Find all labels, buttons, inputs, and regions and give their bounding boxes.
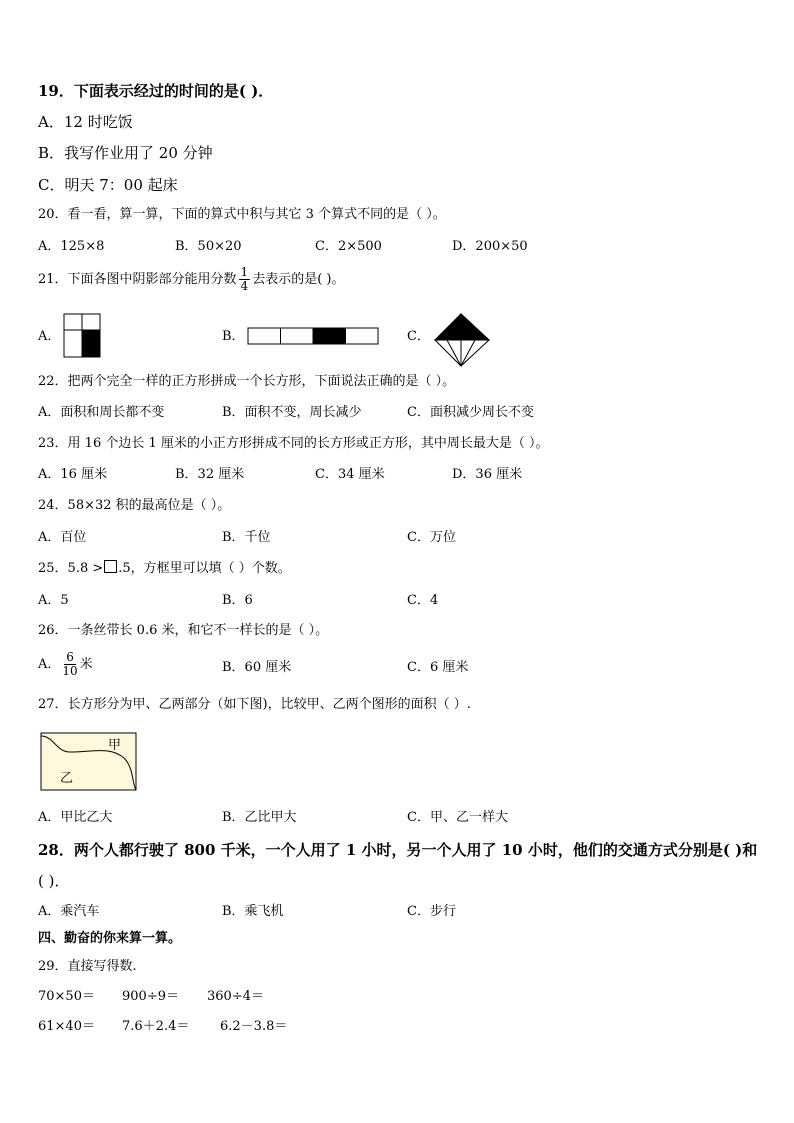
q25-stem-pre: 25．5.8 > bbox=[38, 561, 104, 576]
q21-figure-c bbox=[433, 312, 493, 367]
q19-option-a: A．12 时吃饭 bbox=[38, 113, 133, 131]
q21-stem-pre: 21．下面各图中阴影部分能用分数 bbox=[38, 272, 237, 287]
q27-label-jia: 甲 bbox=[108, 738, 122, 753]
blank-box-icon bbox=[104, 560, 117, 573]
q22-option-c: C．面积减少周长不变 bbox=[407, 405, 534, 420]
q27-stem: 27．长方形分为甲、乙两部分（如下图)，比较甲、乙两个图形的面积（ ）. bbox=[38, 697, 471, 712]
q21-fraction bbox=[239, 266, 251, 293]
q29-stem: 29．直接写得数. bbox=[38, 959, 137, 974]
q20-option-b: B．50×20 bbox=[175, 239, 242, 254]
q20-stem: 20．看一看，算一算，下面的算式中积与其它 3 个算式不同的是（ ）。 bbox=[38, 207, 446, 222]
q26-option-c: C．6 厘米 bbox=[407, 660, 469, 675]
section-heading: 四、勤奋的你来算一算。 bbox=[38, 931, 182, 946]
q26-option-a-label: A． bbox=[38, 657, 61, 672]
q25-option-a: A．5 bbox=[38, 593, 69, 608]
q29-r2-item: 61×40＝ bbox=[38, 1019, 95, 1034]
q23-stem: 23．用 16 个边长 1 厘米的小正方形拼成不同的长方形或正方形，其中周长最大是（ ）。 bbox=[38, 436, 549, 451]
q24-option-b: B．千位 bbox=[222, 530, 271, 545]
q28-option-b: B．乘飞机 bbox=[222, 904, 284, 919]
q26-stem: 26．一条丝带长 0.6 米，和它不一样长的是（ ）。 bbox=[38, 623, 329, 638]
q28-option-c: C．步行 bbox=[407, 904, 456, 919]
q28-stem-line1: 28．两个人都行驶了 800 千米，一个人用了 1 小时，另一个人用了 10 小时，他们的交通方式分别是( )和 bbox=[38, 841, 758, 859]
q26-frac-num: 6 bbox=[66, 650, 74, 664]
q24-option-a: A．百位 bbox=[38, 530, 87, 545]
q28-stem-line2: ( )． bbox=[38, 872, 70, 890]
q25-option-b: B．6 bbox=[222, 593, 253, 608]
q23-option-d: D．36 厘米 bbox=[452, 467, 523, 482]
q21-figure-b bbox=[247, 327, 381, 346]
q20-option-a: A．125×8 bbox=[38, 239, 105, 254]
q21-frac-num: 1 bbox=[240, 265, 249, 279]
q27-option-a: A．甲比乙大 bbox=[38, 810, 113, 825]
q23-option-b: B．32 厘米 bbox=[175, 467, 245, 482]
q21-option-a: A． bbox=[38, 329, 61, 344]
q20-option-d: D．200×50 bbox=[452, 239, 528, 254]
q21-figure-a bbox=[63, 313, 103, 359]
q21-option-c: C． bbox=[407, 329, 430, 344]
q27-label-yi: 乙 bbox=[60, 771, 74, 786]
q28-option-a: A．乘汽车 bbox=[38, 904, 100, 919]
q20-option-c: C．2×500 bbox=[315, 239, 382, 254]
q19-option-b: B．我写作业用了 20 分钟 bbox=[38, 144, 213, 162]
q22-option-b: B．面积不变，周长减少 bbox=[222, 405, 362, 420]
q24-stem: 24．58×32 积的最高位是（ ）。 bbox=[38, 498, 231, 513]
q26-option-b: B．60 厘米 bbox=[222, 660, 292, 675]
q23-option-a: A．16 厘米 bbox=[38, 467, 108, 482]
q26-frac-den: 10 bbox=[62, 664, 78, 678]
q22-stem: 22．把两个完全一样的正方形拼成一个长方形，下面说法正确的是（ ）。 bbox=[38, 374, 456, 389]
q25-stem bbox=[38, 560, 291, 578]
q25-option-c: C．4 bbox=[407, 593, 439, 608]
q21-frac-den: 4 bbox=[240, 279, 249, 293]
q26-fraction bbox=[62, 651, 77, 678]
q29-r1-item: 70×50＝ bbox=[38, 989, 95, 1004]
q21-option-b: B． bbox=[222, 329, 245, 344]
q23-option-c: C．34 厘米 bbox=[315, 467, 385, 482]
q27-figure bbox=[40, 732, 138, 792]
q29-r2-item: 7.6＋2.4＝ bbox=[122, 1019, 190, 1034]
q29-r1-item: 360÷4＝ bbox=[207, 989, 264, 1004]
q27-option-c: C．甲、乙一样大 bbox=[407, 810, 508, 825]
q19-option-c: C．明天 7：00 起床 bbox=[38, 176, 178, 194]
q25-stem-post: .5，方框里可以填（ ）个数。 bbox=[118, 561, 291, 576]
q29-r1-item: 900÷9＝ bbox=[122, 989, 179, 1004]
q29-r2-item: 6.2－3.8＝ bbox=[220, 1019, 288, 1034]
q26-option-a bbox=[38, 651, 93, 678]
q21-stem bbox=[38, 266, 344, 293]
q26-option-a-unit: 米 bbox=[79, 657, 93, 672]
q21-stem-post: 去表示的是( )。 bbox=[252, 272, 345, 287]
q27-option-b: B．乙比甲大 bbox=[222, 810, 297, 825]
q22-option-a: A．面积和周长都不变 bbox=[38, 405, 165, 420]
q19-stem: 19．下面表示经过的时间的是( )． bbox=[38, 82, 274, 100]
q24-option-c: C．万位 bbox=[407, 530, 456, 545]
